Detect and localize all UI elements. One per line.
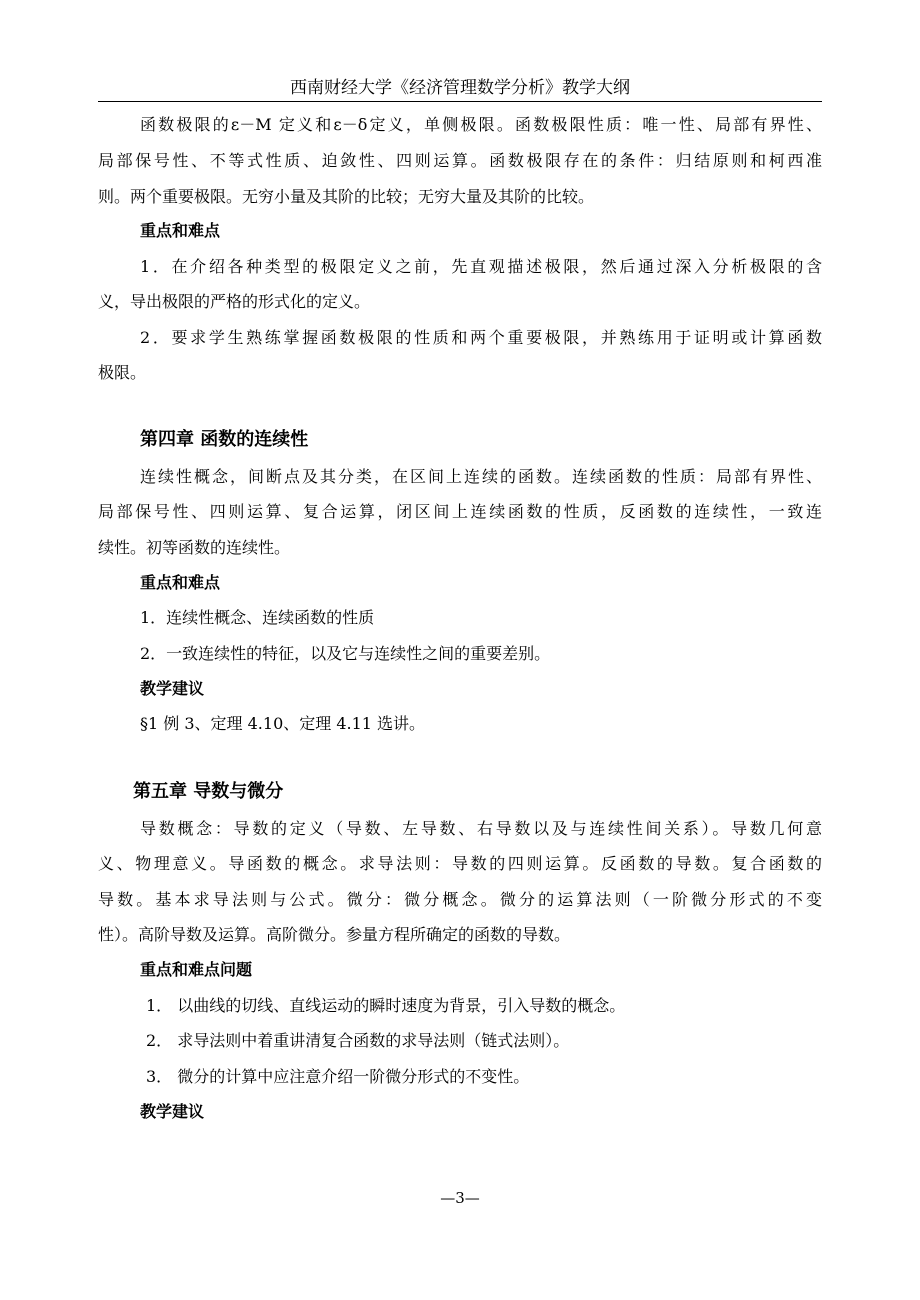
chapter5-paragraph-line-4: 性）。高阶导数及运算。高阶微分。参量方程所确定的函数的导数。: [98, 925, 571, 944]
chapter4-paragraph-line-2: 局部保号性、四则运算、复合运算，闭区间上连续函数的性质，反函数的连续性，一致连: [98, 502, 822, 521]
chapter5-advice-heading: 教学建议: [140, 1102, 205, 1121]
chapter4-key-heading: 重点和难点: [140, 573, 221, 592]
limits-key-heading: 重点和难点: [140, 221, 221, 240]
chapter5-key-heading: 重点和难点问题: [140, 960, 253, 979]
chapter4-title: 第四章 函数的连续性: [140, 429, 309, 450]
page-number: —3—: [440, 1189, 480, 1207]
limits-item-1-line-1: 1．在介绍各种类型的极限定义之前，先直观描述极限，然后通过深入分析极限的含: [140, 257, 822, 276]
chapter5-item-3: 3． 微分的计算中应注意介绍一阶微分形式的不变性。: [146, 1067, 530, 1086]
chapter5-paragraph-line-3: 导数。基本求导法则与公式。微分：微分概念。微分的运算法则（一阶微分形式的不变: [98, 890, 822, 909]
limits-item-2-line-2: 极限。: [98, 363, 147, 382]
chapter4-item-2: 2．一致连续性的特征，以及它与连续性之间的重要差别。: [140, 644, 551, 663]
limits-paragraph-line-2: 局部保号性、不等式性质、迫敛性、四则运算。函数极限存在的条件：归结原则和柯西准: [98, 151, 822, 170]
chapter4-paragraph-line-1: 连续性概念，间断点及其分类，在区间上连续的函数。连续函数的性质：局部有界性、: [140, 467, 822, 486]
chapter5-paragraph-line-1: 导数概念：导数的定义（导数、左导数、右导数以及与连续性间关系）。导数几何意: [140, 819, 822, 838]
limits-paragraph-line-1: 函数极限的ε－M 定义和ε－δ定义，单侧极限。函数极限性质：唯一性、局部有界性、: [140, 115, 822, 134]
chapter5-item-1: 1． 以曲线的切线、直线运动的瞬时速度为背景，引入导数的概念。: [146, 996, 626, 1015]
limits-item-2-line-1: 2．要求学生熟练掌握函数极限的性质和两个重要极限，并熟练用于证明或计算函数: [140, 328, 822, 347]
page-header-title: 西南财经大学《经济管理数学分析》教学大纲: [290, 78, 630, 98]
chapter4-advice-text: §1 例 3、定理 4.10、定理 4.11 选讲。: [140, 714, 426, 733]
chapter4-item-1: 1．连续性概念、连续函数的性质: [140, 608, 375, 627]
header-divider: [98, 101, 822, 102]
chapter5-title: 第五章 导数与微分: [133, 781, 284, 802]
chapter5-paragraph-line-2: 义、物理意义。导函数的概念。求导法则：导数的四则运算。反函数的导数。复合函数的: [98, 854, 822, 873]
chapter4-paragraph-line-3: 续性。初等函数的连续性。: [98, 538, 291, 557]
chapter5-item-2: 2． 求导法则中着重讲清复合函数的求导法则（链式法则）。: [146, 1031, 570, 1050]
limits-paragraph-line-3: 则。两个重要极限。无穷小量及其阶的比较；无穷大量及其阶的比较。: [98, 187, 595, 206]
chapter4-advice-heading: 教学建议: [140, 679, 205, 698]
limits-item-1-line-2: 义，导出极限的严格的形式化的定义。: [98, 292, 371, 311]
